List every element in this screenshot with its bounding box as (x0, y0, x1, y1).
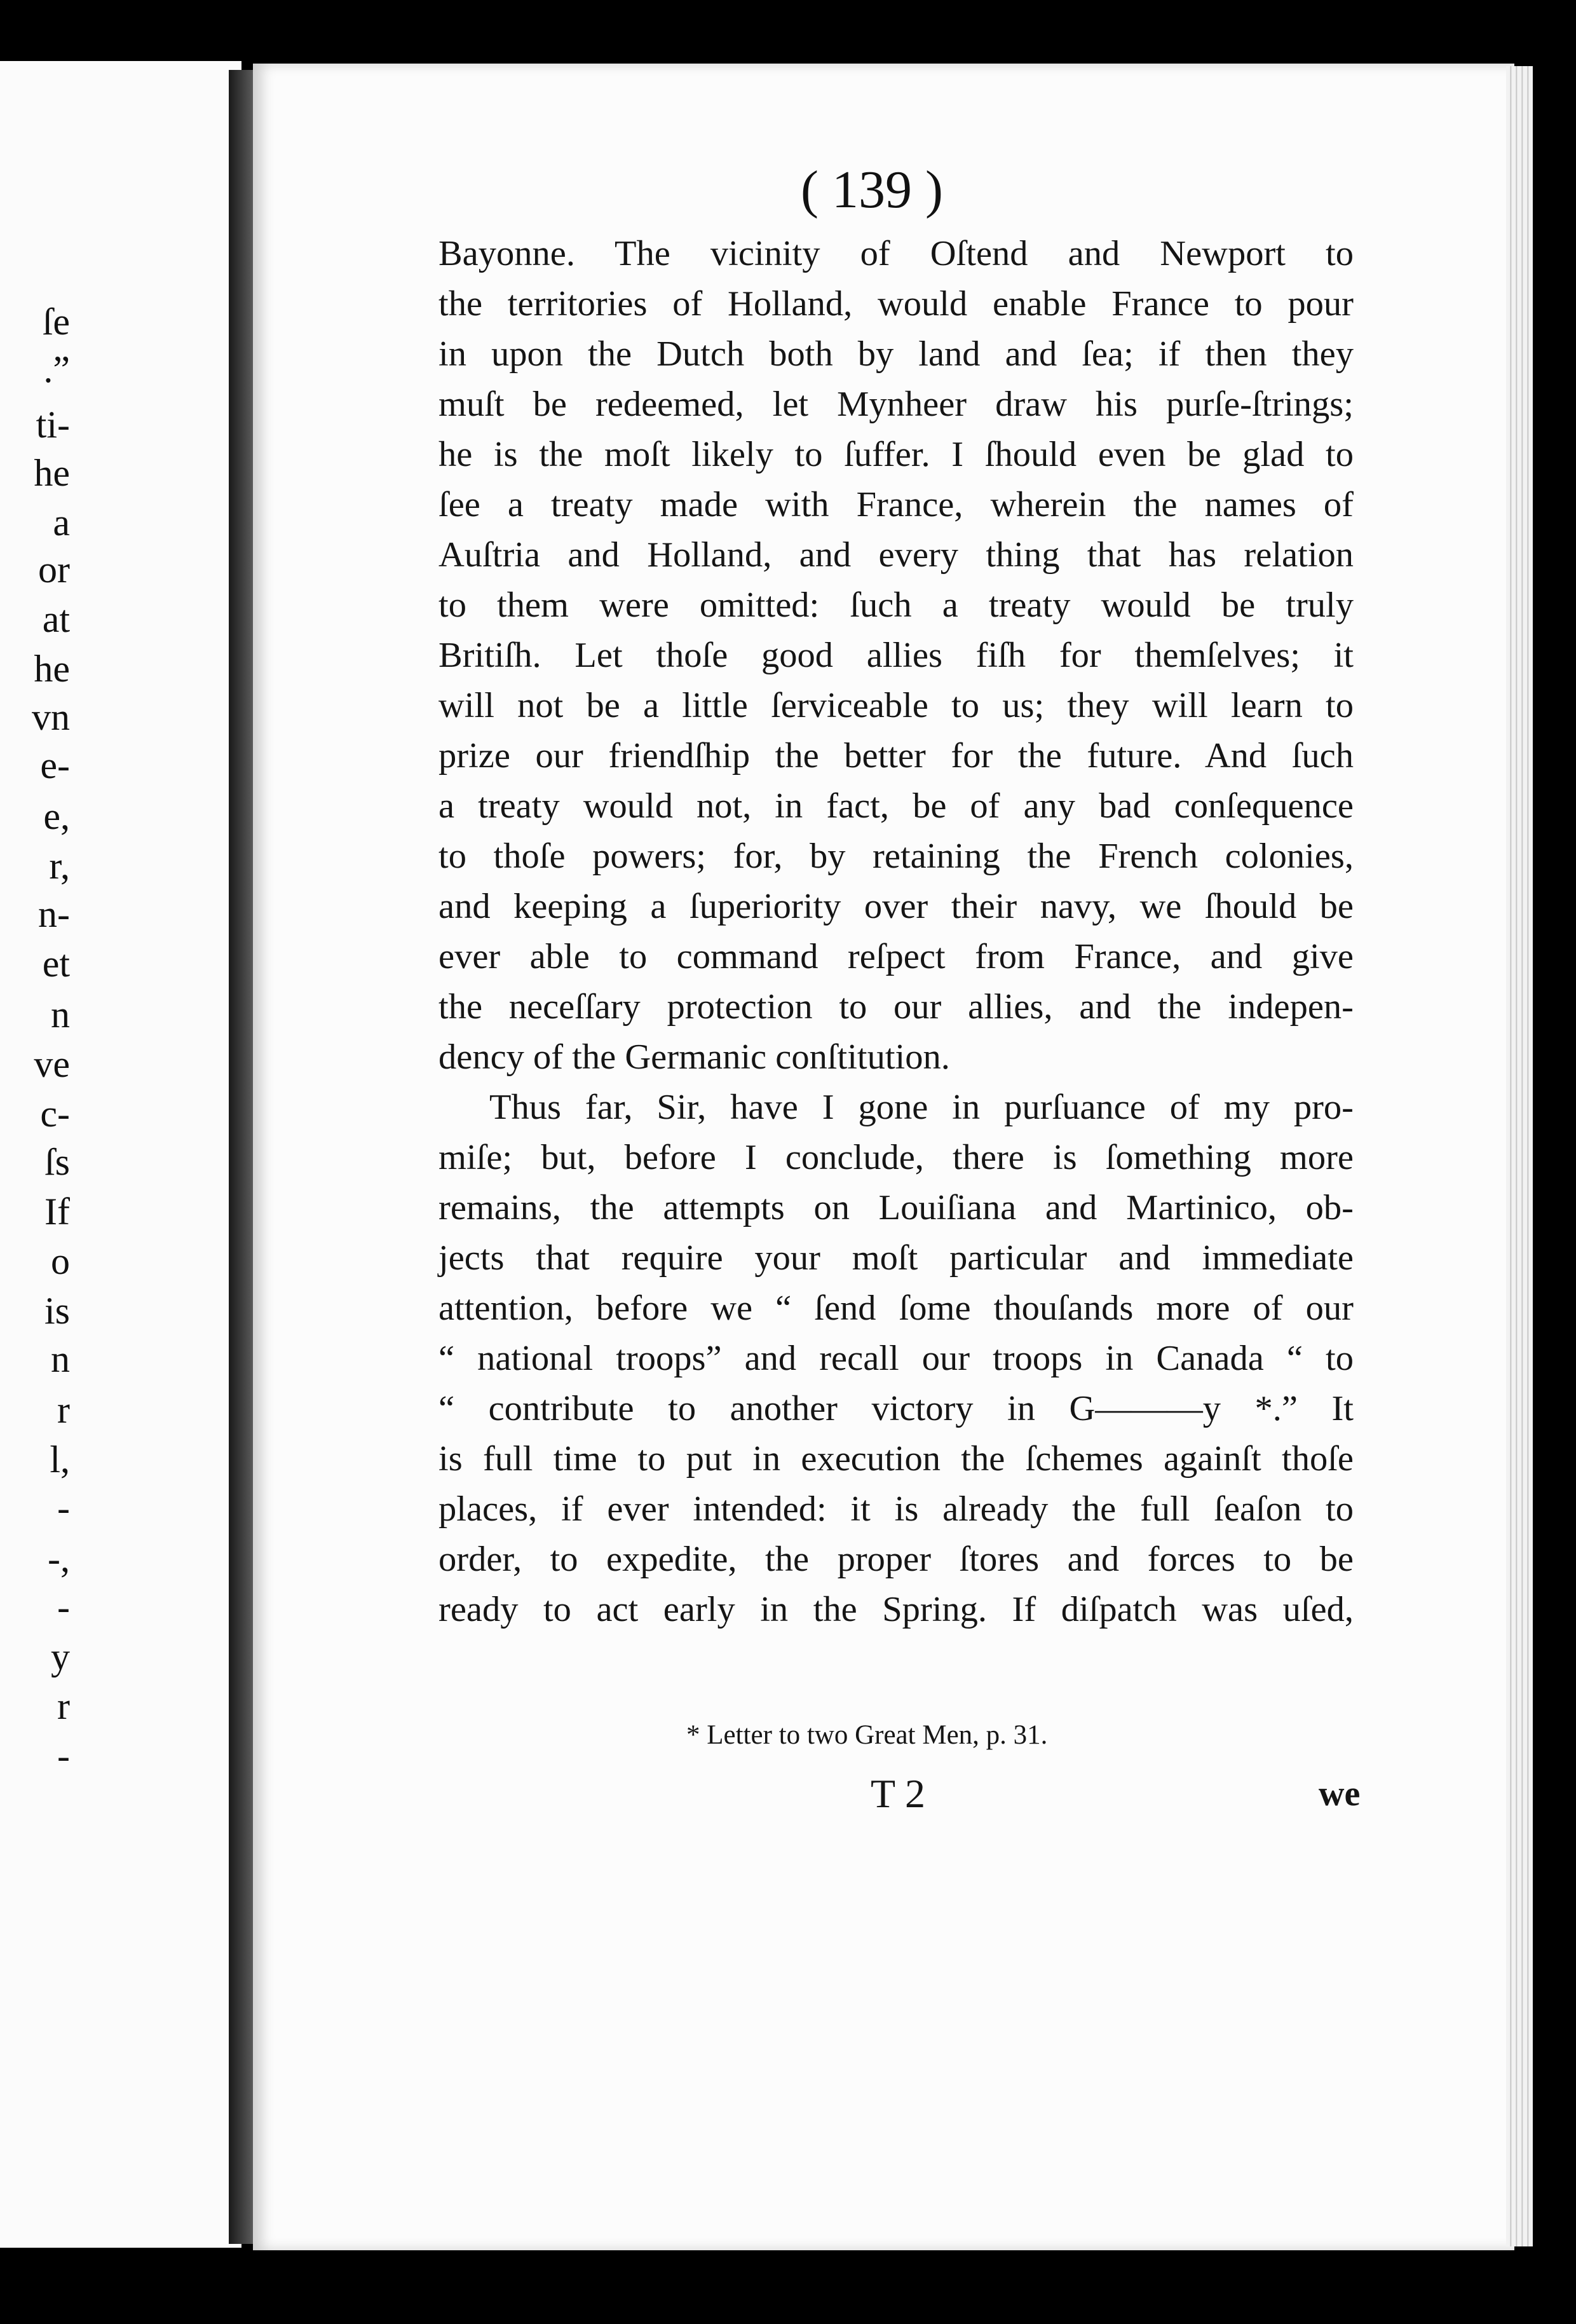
text-line: Britiſh. Let thoſe good allies fiſh for themſelves; it (438, 636, 1354, 675)
left-page-fragment: c- (40, 1093, 70, 1135)
text-line: ready to act early in the Spring. If diſpatch was uſed, (438, 1590, 1354, 1629)
text-line: Auſtria and Holland, and every thing that has relation (438, 535, 1354, 575)
text-line: the neceſſary protection to our allies, and the indepen- (438, 987, 1354, 1027)
text-line: remains, the attempts on Louiſiana and Martinico, ob- (438, 1188, 1354, 1227)
text-line: “ contribute to another victory in G———y *.” It (438, 1389, 1354, 1428)
text-line: Thus far, Sir, have I gone in purſuance of my pro- (489, 1088, 1354, 1127)
left-page-fragment: y (51, 1636, 70, 1678)
text-line: miſe; but, before I conclude, there is ſomething more (438, 1138, 1354, 1177)
text-line: ever able to command reſpect from France, and give (438, 937, 1354, 976)
text-line: jects that require your moſt particular and immediate (438, 1238, 1354, 1278)
left-page-fragment: a (53, 502, 70, 543)
left-page-fragment: - (57, 1586, 70, 1628)
text-line: the territories of Holland, would enable France to pour (438, 284, 1354, 324)
body-text (438, 229, 1354, 1635)
left-page-fragment: ſe (42, 301, 70, 343)
text-line: and keeping a ſuperiority over their navy, we ſhould be (438, 887, 1354, 926)
left-page-fragment: ſs (44, 1141, 70, 1183)
left-page-fragment: or (38, 549, 70, 591)
left-page-fragment: -, (48, 1538, 70, 1580)
left-page-fragment: e- (40, 744, 70, 786)
text-line: to them were omitted: ſuch a treaty would be truly (438, 585, 1354, 625)
left-page-fragment: If (44, 1191, 70, 1233)
text-line: attention, before we “ ſend ſome thouſands more of our (438, 1288, 1354, 1328)
left-page-fragment: - (57, 1735, 70, 1777)
left-page-fragment: he (34, 648, 70, 690)
text-line: to thoſe powers; for, by retaining the French colonies, (438, 837, 1354, 876)
left-page-fragment: n- (38, 893, 70, 935)
left-page-fragment: n (51, 994, 70, 1036)
text-line: is full time to put in execution the ſchemes againſt thoſe (438, 1439, 1354, 1479)
left-page-fragment: - (57, 1487, 70, 1529)
left-page-fragment: r (57, 1389, 70, 1431)
text-line: in upon the Dutch both by land and ſea; if then they (438, 334, 1354, 374)
text-line: prize our friendſhip the better for the future. And ſuch (438, 736, 1354, 776)
left-page-fragment: he (34, 452, 70, 494)
text-line: order, to expedite, the proper ſtores and forces to be (438, 1540, 1354, 1579)
text-line: Bayonne. The vicinity of Oſtend and Newport to (438, 234, 1354, 273)
left-page-fragment: at (42, 598, 70, 640)
text-line: a treaty would not, in fact, be of any bad conſequence (438, 786, 1354, 826)
left-page (0, 61, 241, 2248)
left-page-fragment: ti- (36, 404, 70, 446)
catchword: we (1319, 1774, 1361, 1814)
text-line: muſt be redeemed, let Mynheer draw his purſe-ſtrings; (438, 385, 1354, 424)
left-page-fragment: r (57, 1685, 70, 1727)
text-line: “ national troops” and recall our troops in Canada “ to (438, 1339, 1354, 1378)
page-edges (1506, 66, 1533, 2246)
left-page-fragment: o (51, 1240, 70, 1282)
text-line: will not be a little ſerviceable to us; they will learn to (438, 686, 1354, 725)
left-page-fragment: e, (43, 795, 70, 837)
left-page-fragment: vn (32, 696, 70, 738)
footnote: * Letter to two Great Men, p. 31. (686, 1720, 1048, 1750)
signature-mark: T 2 (871, 1771, 925, 1816)
left-page-fragment: is (44, 1290, 70, 1332)
text-line: places, if ever intended: it is already the full ſeaſon to (438, 1489, 1354, 1529)
left-page-fragment: .” (43, 348, 70, 390)
text-line: dency of the Germanic conſtitution. (438, 1037, 950, 1077)
page-number: ( 139 ) (801, 160, 943, 219)
left-page-fragment: n (51, 1338, 70, 1380)
left-page-fragment: r, (49, 845, 70, 887)
left-page-fragment: et (42, 943, 70, 985)
left-page-fragment: ve (34, 1043, 70, 1085)
text-line: he is the moſt likely to ſuffer. I ſhould even be glad to (438, 435, 1354, 474)
left-page-fragment: l, (50, 1439, 70, 1480)
text-line: ſee a treaty made with France, wherein the names of (438, 485, 1354, 524)
